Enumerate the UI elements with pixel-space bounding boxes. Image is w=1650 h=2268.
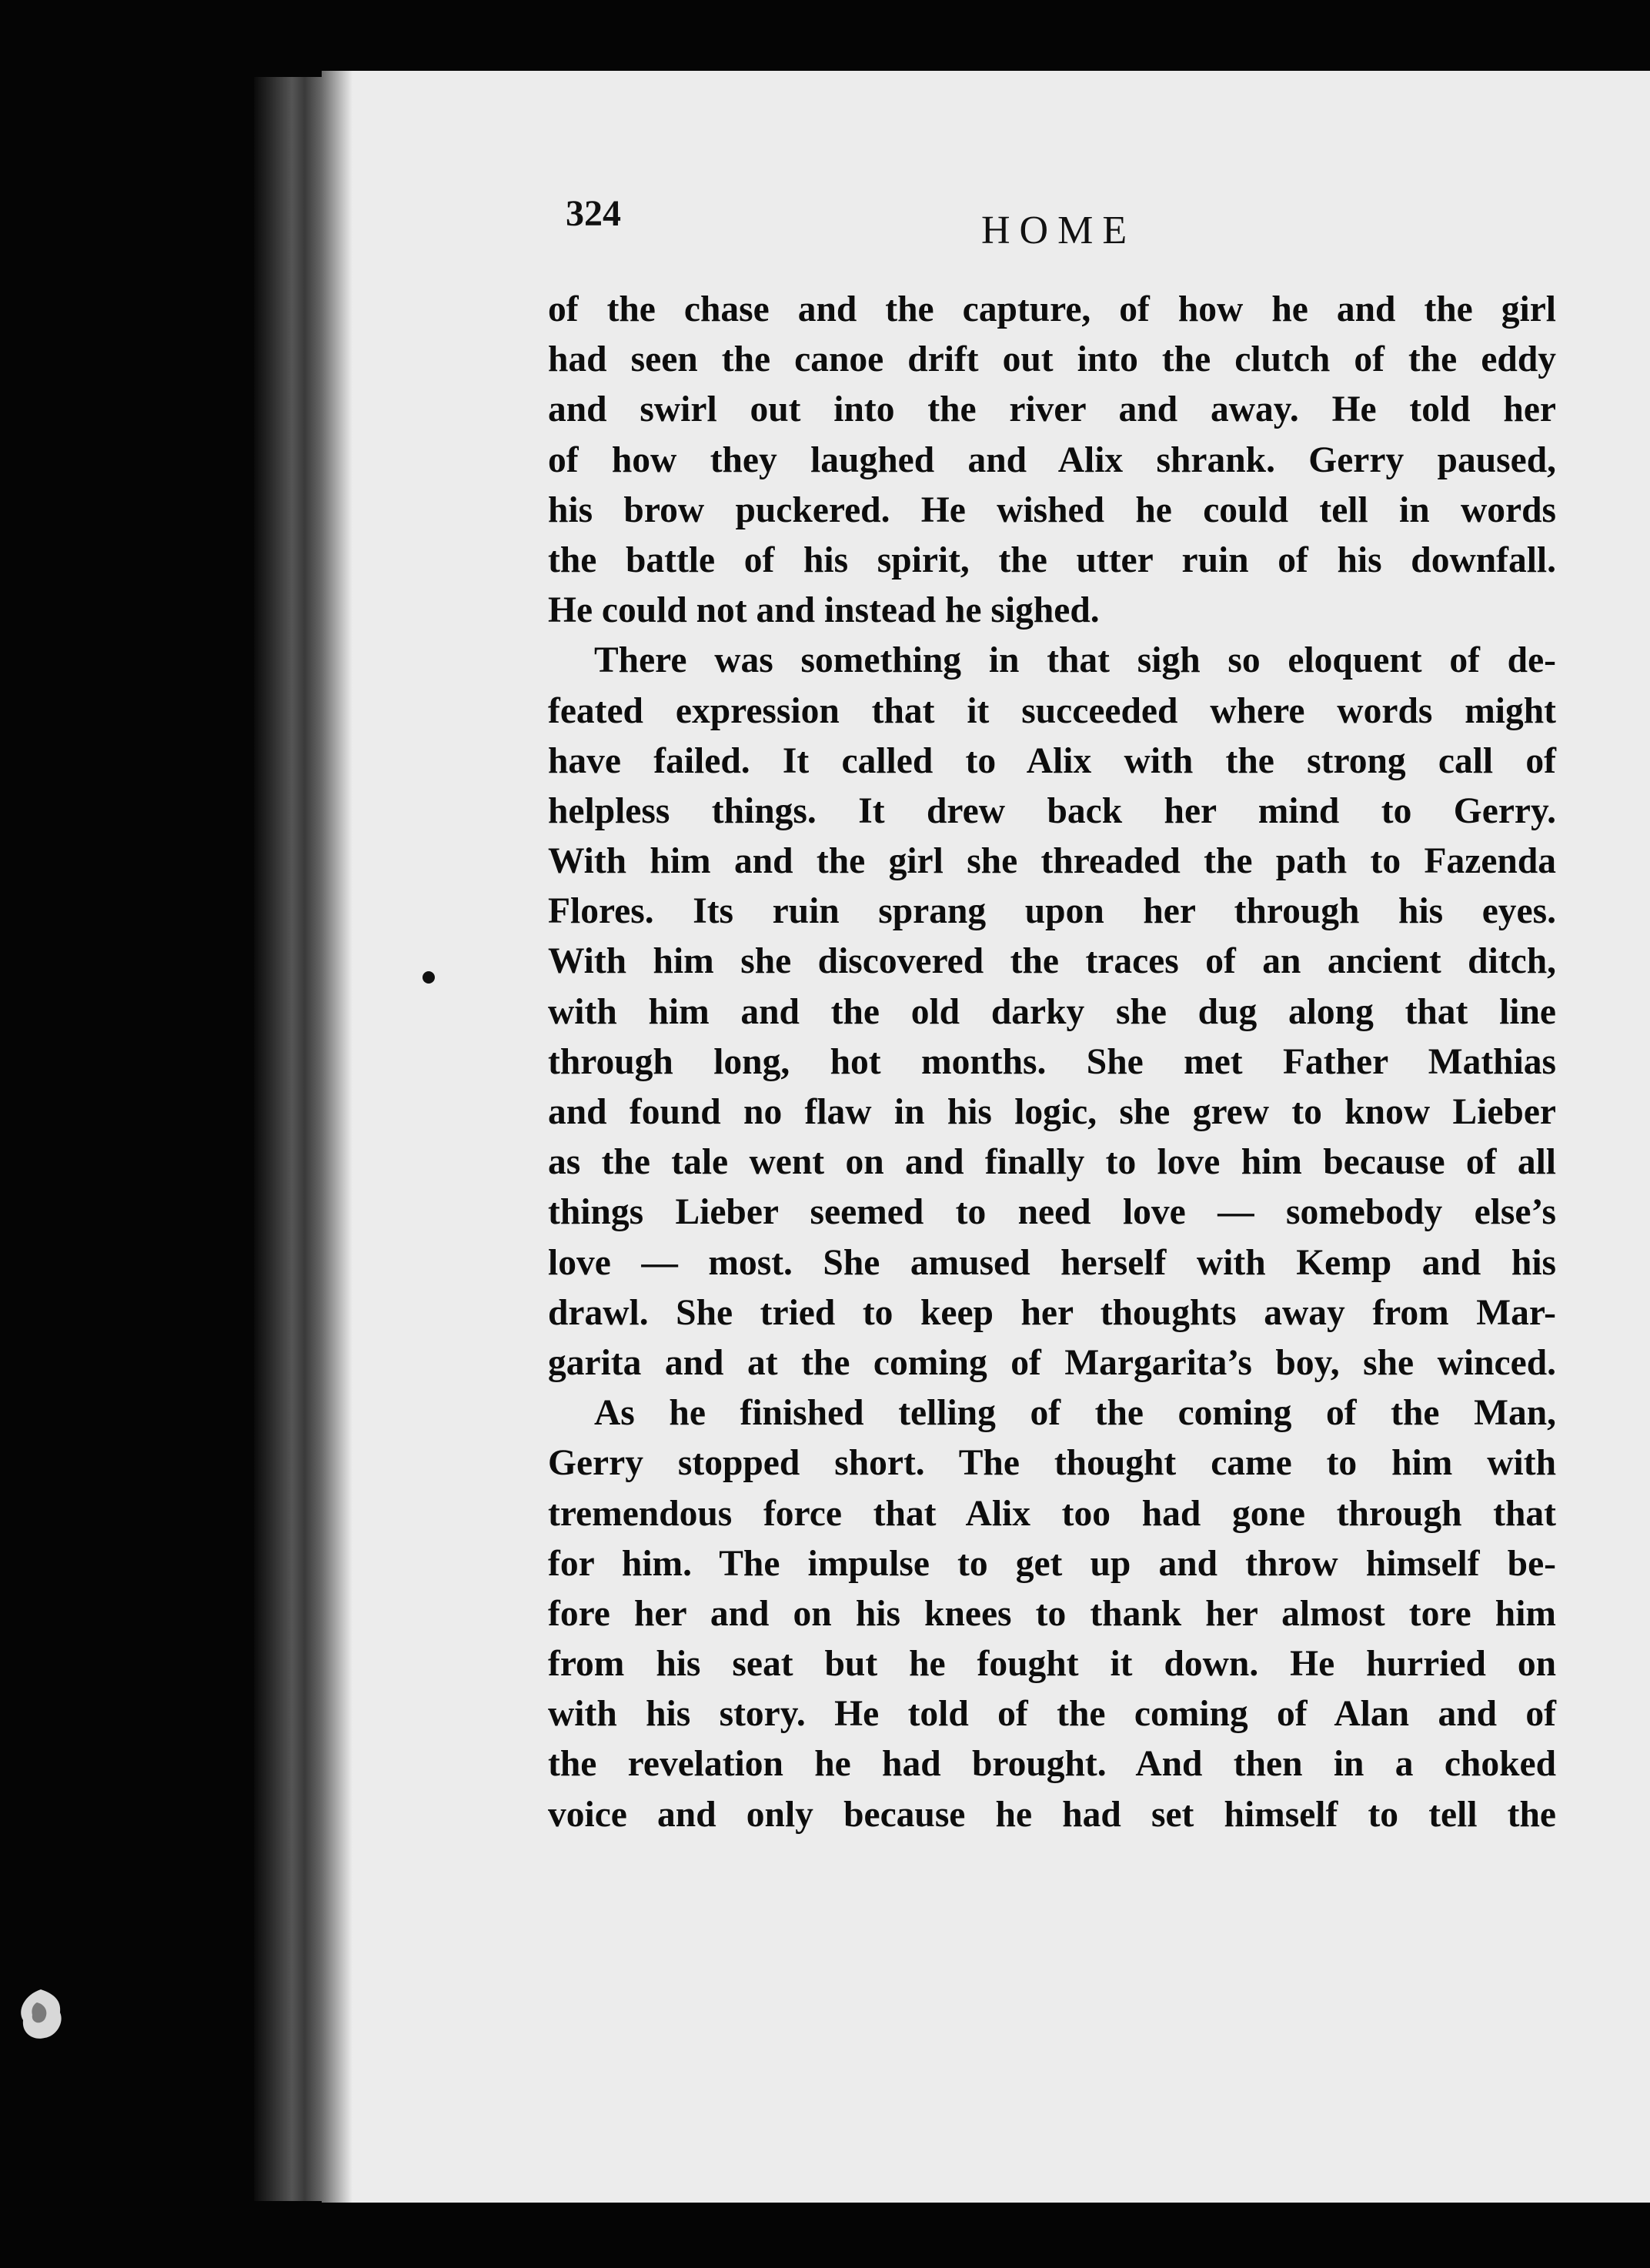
ink-blot (14, 1986, 68, 2043)
text-line: With him and the girl she threaded the path to Fazenda (548, 841, 1556, 882)
text-line: There was something in that sigh so eloquent of de- (594, 640, 1556, 681)
text-line: garita and at the coming of Margarita’s boy, she winced. (548, 1342, 1556, 1383)
text-line: with his story. He told of the coming of Alan and of (548, 1694, 1556, 1735)
text-line: of the chase and the capture, of how he and the girl (548, 289, 1556, 329)
text-line: of how they laughed and Alix shrank. Gerry paused, (548, 439, 1556, 480)
text-line: had seen the canoe drift out into the clutch of the eddy (548, 339, 1556, 380)
text-line: Gerry stopped short. The thought came to him with (548, 1443, 1556, 1484)
body-text (548, 285, 1556, 1840)
text-line: have failed. It called to Alix with the strong call of (548, 740, 1556, 781)
text-line: voice and only because he had set himself to tell the (548, 1794, 1556, 1835)
text-line: love — most. She amused herself with Kemp and his (548, 1242, 1556, 1283)
text-line: feated expression that it succeeded where words might (548, 690, 1556, 731)
text-line: tremendous force that Alix too had gone through that (548, 1493, 1556, 1534)
text-line: his brow puckered. He wished he could tell in words (548, 489, 1556, 530)
text-line: the revelation he had brought. And then in a choked (548, 1744, 1556, 1785)
text-line: as the tale went on and finally to love him because of all (548, 1142, 1556, 1183)
text-line: and found no flaw in his logic, she grew to know Lieber (548, 1092, 1556, 1132)
text-line: helpless things. It drew back her mind to Gerry. (548, 790, 1556, 831)
text-line: With him she discovered the traces of an ancient ditch, (548, 941, 1556, 982)
text-line: He could not and instead he sighed. (548, 590, 1100, 631)
text-line: things Lieber seemed to need love — somebody else’s (548, 1192, 1556, 1233)
text-line: for him. The impulse to get up and throw himself be- (548, 1543, 1556, 1584)
running-head: HOME (981, 209, 1137, 252)
text-line: with him and the old darky she dug along that line (548, 991, 1556, 1032)
text-line: through long, hot months. She met Father Mathias (548, 1041, 1556, 1082)
gutter-shadow (322, 71, 352, 2203)
text-line: Flores. Its ruin sprang upon her through his eyes. (548, 891, 1556, 932)
text-line: fore her and on his knees to thank her almost tore him (548, 1593, 1556, 1634)
text-line: drawl. She tried to keep her thoughts away from Mar- (548, 1292, 1556, 1333)
text-line: As he finished telling of the coming of the Man, (594, 1393, 1556, 1434)
text-line: and swirl out into the river and away. He told her (548, 389, 1556, 430)
text-line: the battle of his spirit, the utter ruin of his downfall. (548, 539, 1556, 580)
page-header (566, 192, 1555, 262)
margin-dot (423, 971, 435, 984)
page-number: 324 (566, 193, 621, 234)
text-line: from his seat but he fought it down. He hurried on (548, 1644, 1556, 1685)
